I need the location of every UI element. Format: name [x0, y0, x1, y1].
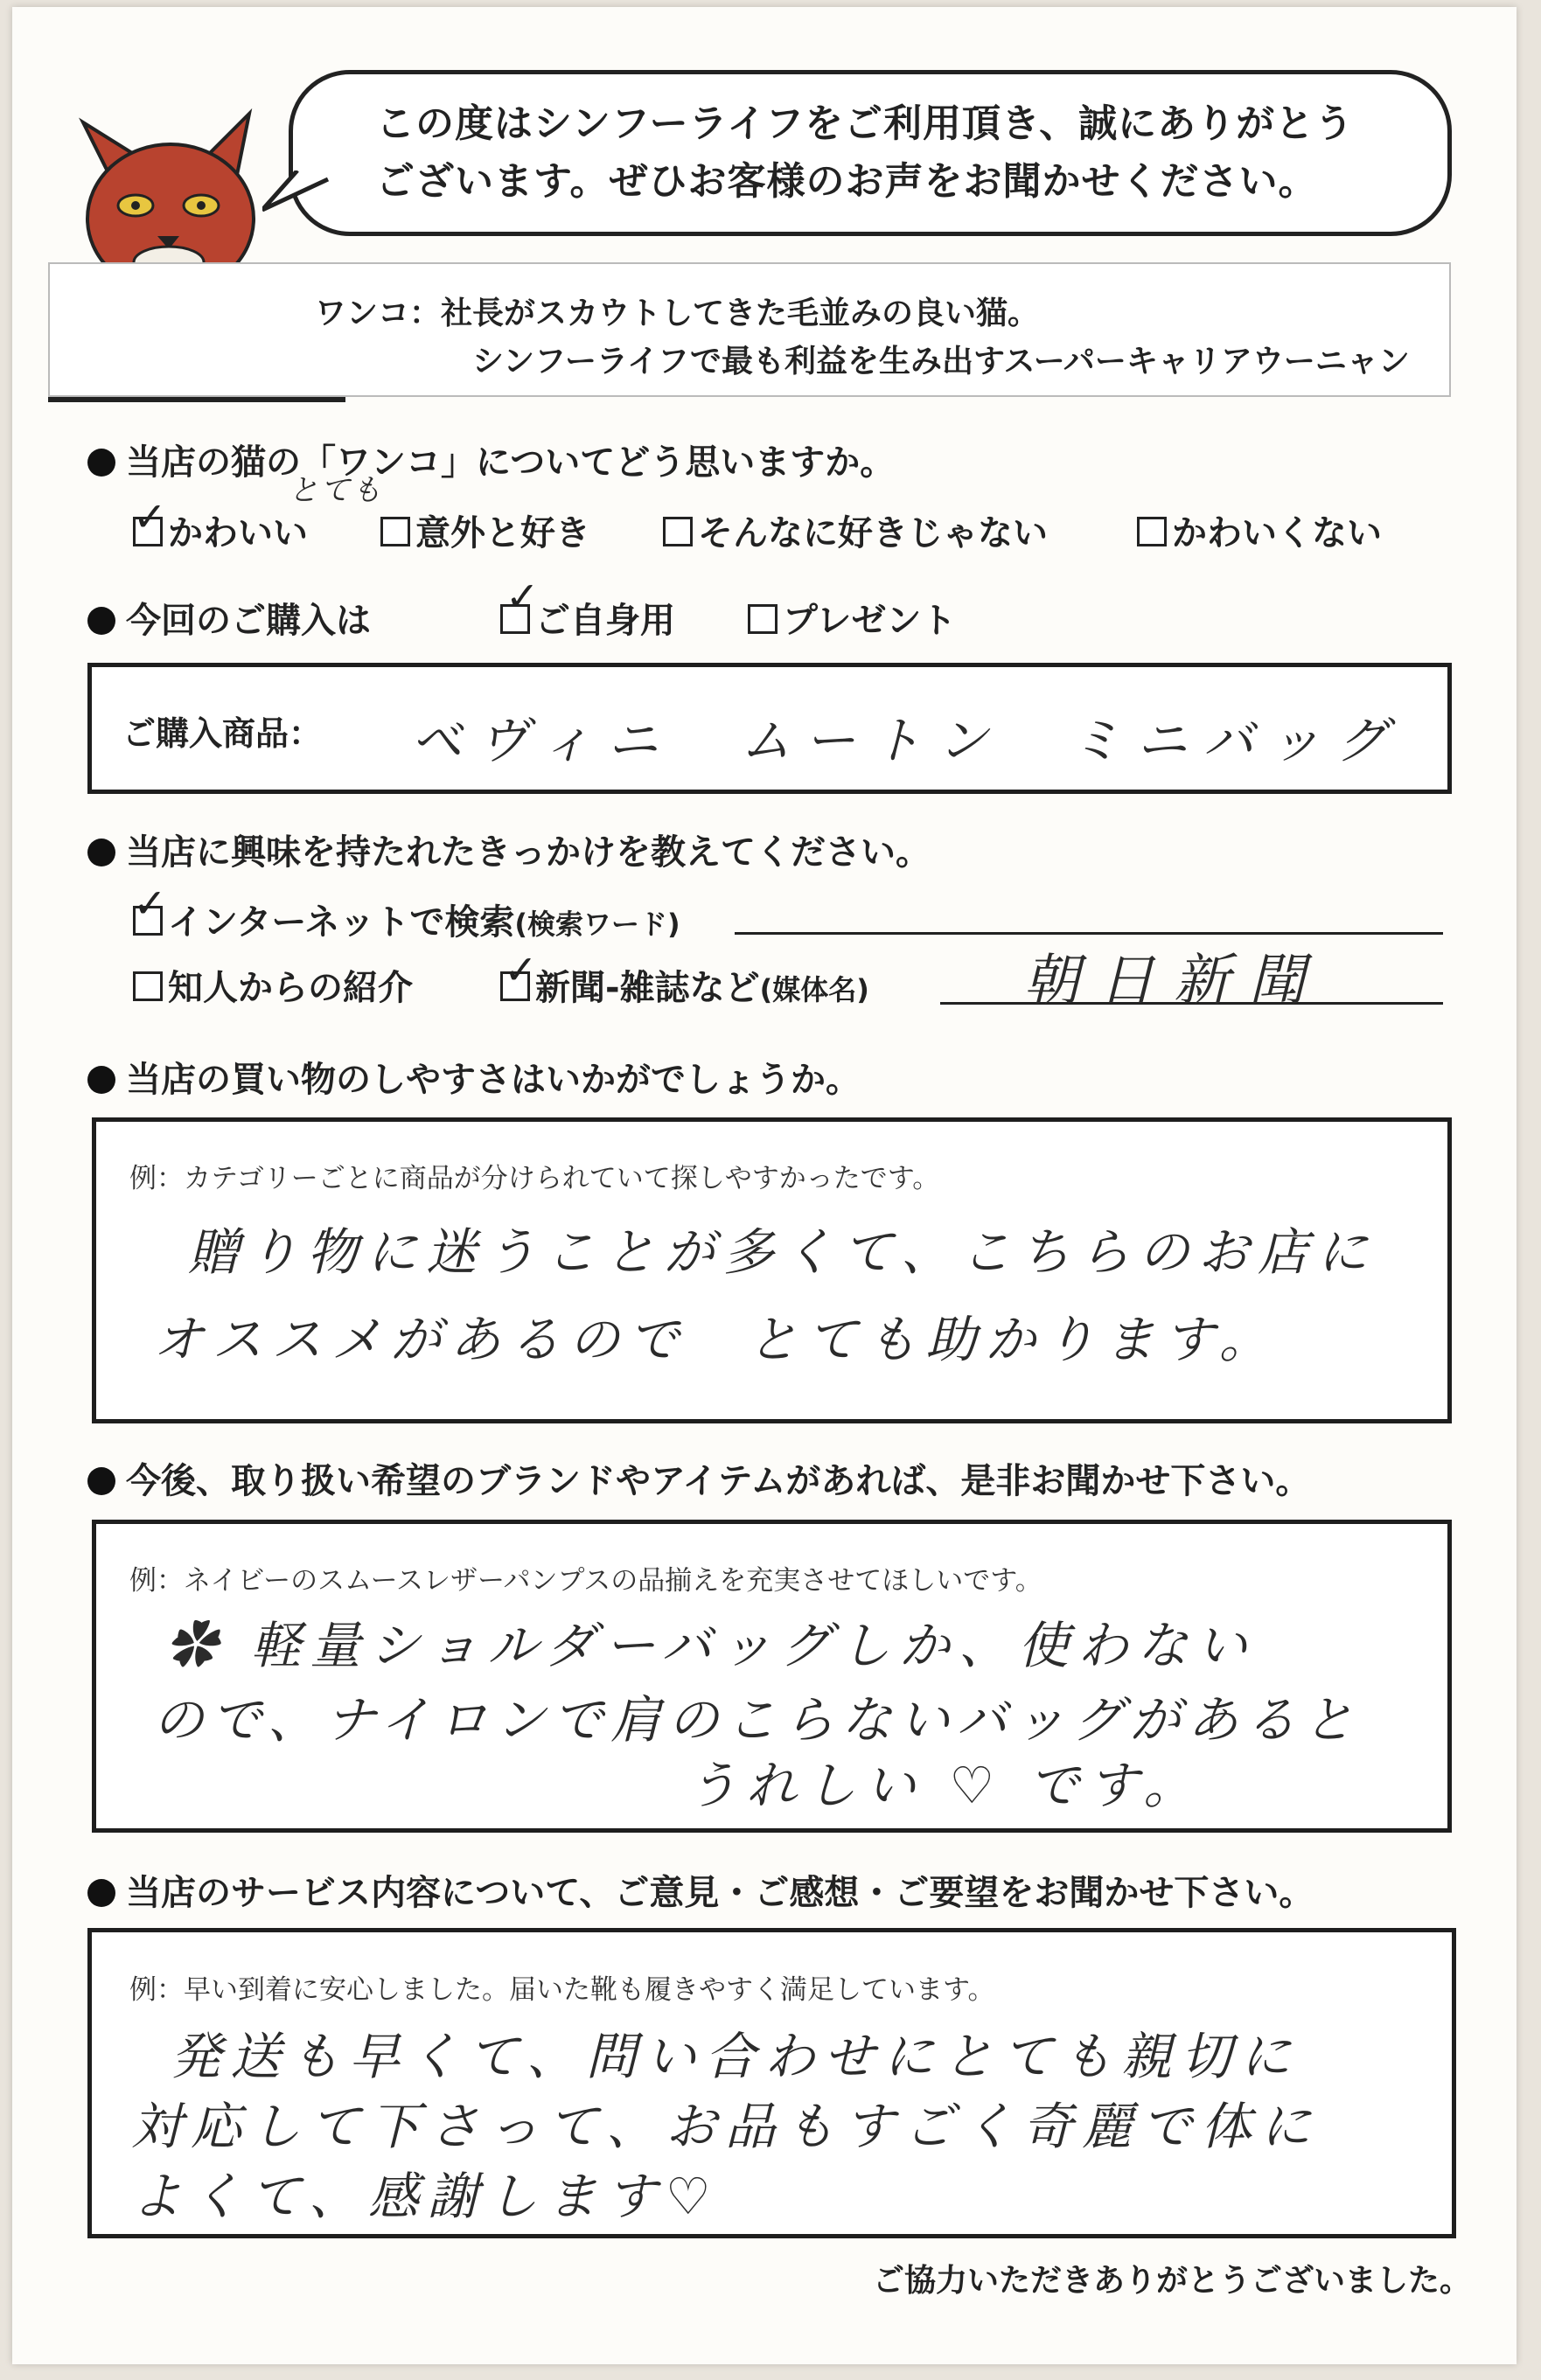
q5-answer-line-2: ので、ナイロンで肩のこらないバッグがあると [153, 1690, 1361, 1750]
search-word-line[interactable] [735, 932, 1443, 935]
mascot-desc-1: 社長がスカウトしてきた毛並みの良い猫。 [441, 296, 1040, 331]
mascot-description-line-2: シンフーライフで最も利益を生み出すスーパーキャリアウーニャン [472, 344, 1410, 379]
checkbox[interactable] [748, 604, 777, 634]
q1-option-4[interactable] [1137, 505, 1382, 555]
checkbox[interactable] [380, 517, 410, 546]
q4-heading [87, 1052, 861, 1102]
media-handwritten-answer: 朝日新聞 [1023, 949, 1324, 1013]
product-handwritten-answer: ベヴィニ ムートン ミニバッグ [411, 711, 1403, 770]
q1-option-3[interactable] [663, 505, 1048, 555]
q5-answer-line-1: ✿ 軽量ショルダーバッグしか、使わない [166, 1616, 1257, 1675]
check-mark-icon: ✓ [504, 946, 538, 993]
q4-answer-line-2: オススメがあるので とても助かります。 [153, 1310, 1279, 1369]
greeting-speech-bubble [289, 70, 1452, 236]
bullet-icon [87, 1879, 115, 1907]
q6-heading [87, 1865, 1314, 1915]
q6-question: 当店のサービス内容について、ご意見・ご感想・ご要望をお聞かせ下さい。 [126, 1873, 1314, 1913]
q1-option-4-label: かわいくない [1172, 513, 1382, 553]
greeting-line-2: ございます。ぜひお客様のお声をお聞かせください。 [376, 159, 1318, 204]
check-mark-icon: ✓ [133, 880, 167, 927]
bullet-icon [87, 1467, 115, 1495]
bubble-tail [262, 170, 332, 214]
q1-heading [87, 435, 895, 484]
q1-option-2[interactable] [380, 505, 590, 555]
q2-heading [87, 593, 371, 643]
q5-example-text: 例：ネイビーのスムースレザーパンプスの品揃えを充実させてほしいです。 [129, 1565, 1042, 1597]
mascot-name-label: ワンコ： [315, 296, 442, 331]
q1-option-1-label: かわいい [168, 513, 308, 553]
q3-question: 当店に興味を持たれたきっかけを教えてください。 [126, 832, 931, 873]
q1-handwritten-totemo: とても [289, 473, 383, 508]
mascot-description-line-1 [315, 289, 1039, 333]
q1-option-2-label: 意外と好き [415, 513, 590, 553]
thank-you-footer: ご協力いただきありがとうございました。 [872, 2263, 1471, 2299]
check-mark-icon: ✓ [506, 573, 540, 620]
q3-option-media[interactable] [500, 960, 869, 1010]
q4-question: 当店の買い物のしやすさはいかがでしょうか。 [126, 1060, 861, 1100]
q5-heading [87, 1453, 1310, 1503]
greeting-text [376, 95, 1354, 211]
greeting-line-1: この度はシンフーライフをご利用頂き、誠にありがとう [376, 101, 1355, 146]
q2-option-2[interactable] [748, 593, 956, 643]
q3-search-word-label: (検索ワード) [514, 908, 680, 941]
q2-option-2-label: プレゼント [783, 601, 957, 641]
q3-media-name-label: (媒体名) [759, 973, 869, 1006]
q6-answer-line-3: よくて、感謝します♡ [131, 2167, 720, 2226]
q5-answer-line-3: うれしい ♡ です。 [687, 1756, 1203, 1815]
q3-referral-label: 知人からの紹介 [168, 968, 413, 1008]
q5-question: 今後、取り扱い希望のブランドやアイテムがあれば、是非お聞かせ下さい。 [126, 1461, 1311, 1501]
product-label: ご購入商品： [122, 714, 323, 753]
q3-media-label: 新聞-雑誌など [535, 968, 760, 1008]
bullet-icon [87, 449, 115, 477]
q3-option-referral[interactable] [133, 960, 413, 1010]
bullet-icon [87, 839, 115, 866]
checkbox[interactable] [663, 517, 693, 546]
q2-option-1-label: ご自身用 [535, 601, 675, 641]
q3-internet-label: インターネットで検索 [168, 902, 515, 943]
q4-answer-line-1: 贈り物に迷うことが多くて、こちらのお店に [188, 1222, 1377, 1282]
q1-question: 当店の猫の「ワンコ」についてどう思いますか。 [126, 442, 896, 483]
q1-option-3-label: そんなに好きじゃない [698, 513, 1048, 553]
q3-option-internet[interactable] [133, 894, 680, 944]
q2-question: 今回のご購入は [126, 601, 371, 641]
checkbox[interactable] [1137, 517, 1167, 546]
bullet-icon [87, 1066, 115, 1094]
q3-heading [87, 825, 931, 874]
q4-example-text: 例：カテゴリーごとに商品が分けられていて探しやすかったです。 [129, 1163, 940, 1194]
check-mark-icon: ✓ [133, 493, 167, 540]
q6-example-text: 例：早い到着に安心しました。届いた靴も履きやすく満足しています。 [129, 1974, 995, 2006]
q6-answer-line-1: 発送も早くて、問い合わせにとても親切に [171, 2027, 1300, 2086]
checkbox[interactable] [133, 971, 163, 1001]
q6-answer-line-2: 対応して下さって、お品もすごく奇麗で体に [131, 2097, 1320, 2156]
bullet-icon [87, 607, 115, 635]
